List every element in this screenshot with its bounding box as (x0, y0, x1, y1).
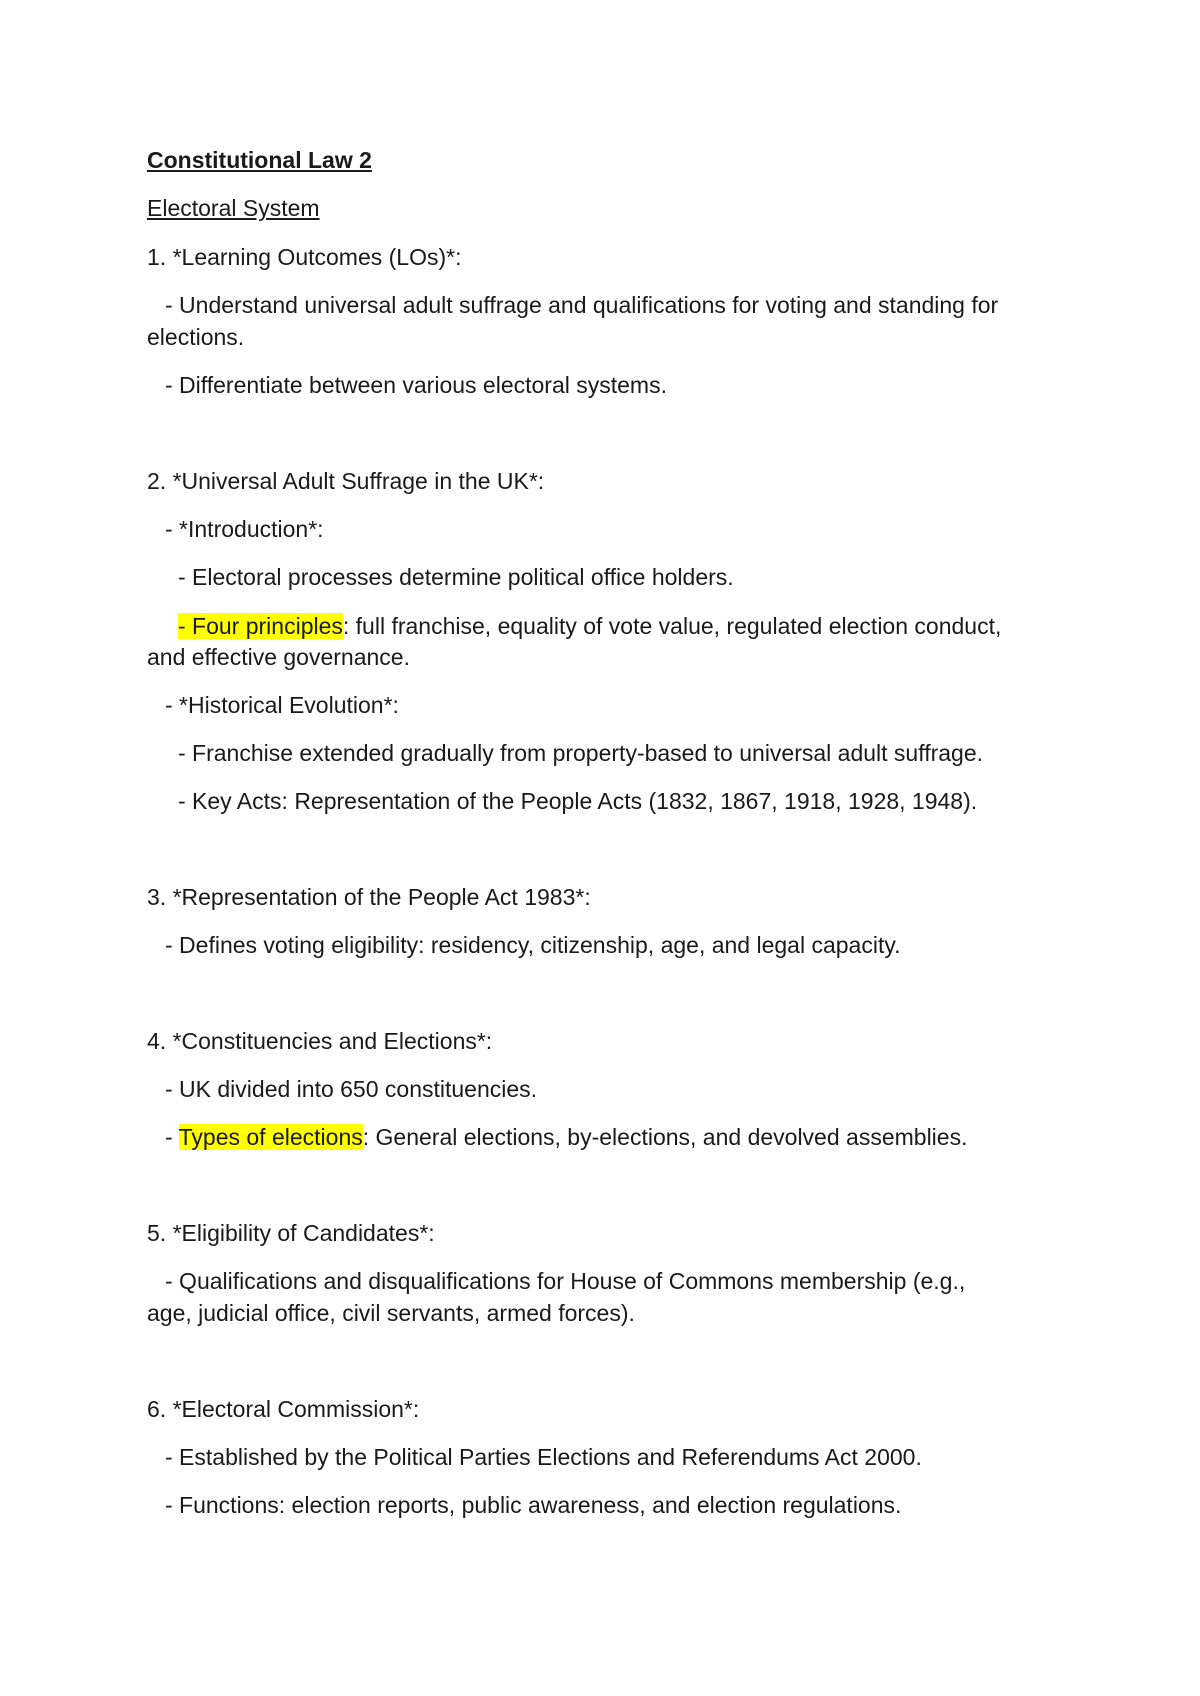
bullet-dash: - (165, 1124, 179, 1150)
section-2-history-bullet-2: - Key Acts: Representation of the People Acts (1832, 1867, 1918, 1928, 1948). (178, 788, 978, 814)
bullet-text: : full franchise, equality of vote value, regulated election conduct, (342, 613, 1002, 639)
document-subtitle: Electoral System (147, 195, 320, 221)
section-2-intro-bullet-2-line-2: and effective governance. (147, 644, 410, 670)
section-5-bullet-1-line-2: age, judicial office, civil servants, armed forces). (147, 1300, 635, 1326)
section-4-heading: 4. *Constituencies and Elections*: (147, 1028, 493, 1054)
section-1-bullet-2: - Differentiate between various electoral systems. (165, 372, 667, 398)
highlighted-phrase: Types of elections (178, 1124, 363, 1150)
section-4-bullet-1: - UK divided into 650 constituencies. (165, 1076, 538, 1102)
section-3-heading: 3. *Representation of the People Act 1983*: (147, 884, 591, 910)
section-1-bullet-1-line-1: - Understand universal adult suffrage and qualifications for voting and standing for (165, 292, 999, 318)
section-6-heading: 6. *Electoral Commission*: (147, 1396, 420, 1422)
section-2-heading: 2. *Universal Adult Suffrage in the UK*: (147, 468, 545, 494)
section-1-heading: 1. *Learning Outcomes (LOs)*: (147, 244, 462, 270)
section-6-bullet-2: - Functions: election reports, public awareness, and election regulations. (165, 1492, 902, 1518)
section-2-history-bullet-1: - Franchise extended gradually from property-based to universal adult suffrage. (178, 740, 984, 766)
section-3-bullet-1: - Defines voting eligibility: residency, citizenship, age, and legal capacity. (165, 932, 901, 958)
bullet-text: : General elections, by-elections, and devolved assemblies. (362, 1124, 968, 1150)
section-1-bullet-1-line-2: elections. (147, 324, 245, 350)
section-2-history-heading: - *Historical Evolution*: (165, 692, 399, 718)
section-2-intro-heading: - *Introduction*: (165, 516, 324, 542)
section-4-bullet-2 (165, 1121, 1085, 1154)
section-2-intro-bullet-1: - Electoral processes determine political office holders. (178, 564, 734, 590)
highlighted-phrase: - Four principles (178, 613, 343, 639)
section-6-bullet-1: - Established by the Political Parties Elections and Referendums Act 2000. (165, 1444, 922, 1470)
section-2-intro-bullet-2 (178, 610, 1098, 643)
section-5-heading: 5. *Eligibility of Candidates*: (147, 1220, 435, 1246)
document-title: Constitutional Law 2 (147, 147, 372, 173)
section-5-bullet-1-line-1: - Qualifications and disqualifications for House of Commons membership (e.g., (165, 1268, 966, 1294)
